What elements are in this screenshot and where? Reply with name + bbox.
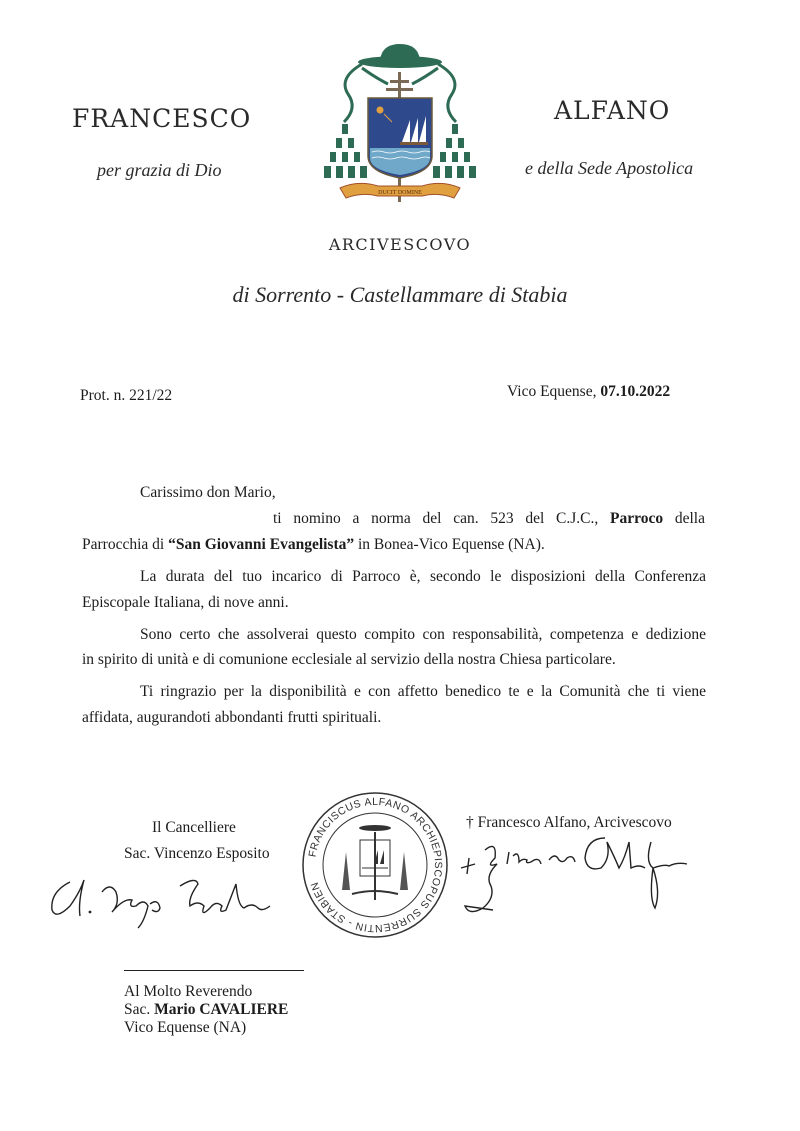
place-date	[507, 381, 670, 402]
text: della	[663, 510, 705, 527]
archbishop-name-line: † Francesco Alfano, Arcivescovo	[466, 814, 672, 831]
salutation: Carissimo don Mario,	[140, 484, 276, 501]
svg-text:DUCIT DOMINE: DUCIT DOMINE	[378, 190, 422, 196]
parish-name: “San Giovanni Evangelista”	[168, 536, 355, 553]
paragraph-4-line-2: affidata, augurandoti abbondanti frutti spirituali.	[82, 709, 382, 726]
date: 07.10.2022	[600, 383, 671, 400]
letterhead-last-name: ALFANO	[554, 96, 671, 125]
letterhead-first-name: FRANCESCO	[72, 104, 252, 133]
letterhead-left-subtitle: per grazia di Dio	[97, 160, 222, 180]
paragraph-1-line-1	[273, 508, 705, 529]
paragraph-3-line-2: in spirito di unità e di comunione ecclesiale al servizio della nostra Chiesa particolare.	[82, 651, 616, 668]
chancellor-role: Il Cancelliere	[152, 819, 236, 836]
text: Sac.	[124, 1001, 155, 1018]
chancellor-signature	[40, 862, 300, 932]
recipient-name: Mario CAVALIERE	[154, 1001, 289, 1018]
text: in Bonea-Vico Equense (NA).	[354, 536, 545, 553]
paragraph-1-line-2	[82, 534, 545, 555]
paragraph-2-line-1: La durata del tuo incarico di Parroco è, secondo le disposizioni della Conferenza	[140, 568, 706, 585]
letterhead-right-subtitle: e della Sede Apostolica	[525, 158, 694, 178]
paragraph-2-line-2: Episcopale Italiana, di nove anni.	[82, 594, 289, 611]
archbishop-signature	[455, 828, 705, 918]
coat-of-arms-logo	[318, 38, 482, 208]
paragraph-4-line-1: Ti ringrazio per la disponibilità e con affetto benedico te e la Comunità che ti viene	[140, 683, 706, 700]
letterhead-diocese: di Sorrento - Castellammare di Stabia	[232, 282, 568, 307]
recipient-line-3: Vico Equense (NA)	[124, 1019, 247, 1036]
text: Parrocchia di	[82, 536, 169, 553]
official-seal	[300, 790, 450, 940]
divider-line	[124, 970, 304, 971]
paragraph-3-line-1: Sono certo che assolverai questo compito con responsabilità, competenza e dedizione	[140, 626, 706, 643]
protocol-number: Prot. n. 221/22	[80, 387, 173, 404]
chancellor-name: Sac. Vincenzo Esposito	[124, 845, 270, 862]
svg-text:FRANCISCUS ALFANO ARCHIEPISCOP: FRANCISCUS ALFANO ARCHIEPISCOPUS SURRENTIN - STABIEN	[306, 795, 445, 935]
recipient-line-2	[124, 1001, 288, 1019]
letterhead-title: ARCIVESCOVO	[328, 235, 472, 254]
bold-text: Parroco	[610, 510, 664, 527]
text: ti nomino a norma del can. 523 del C.J.C.,	[273, 510, 611, 527]
place: Vico Equense,	[507, 383, 601, 400]
recipient-line-1: Al Molto Reverendo	[124, 983, 253, 1000]
